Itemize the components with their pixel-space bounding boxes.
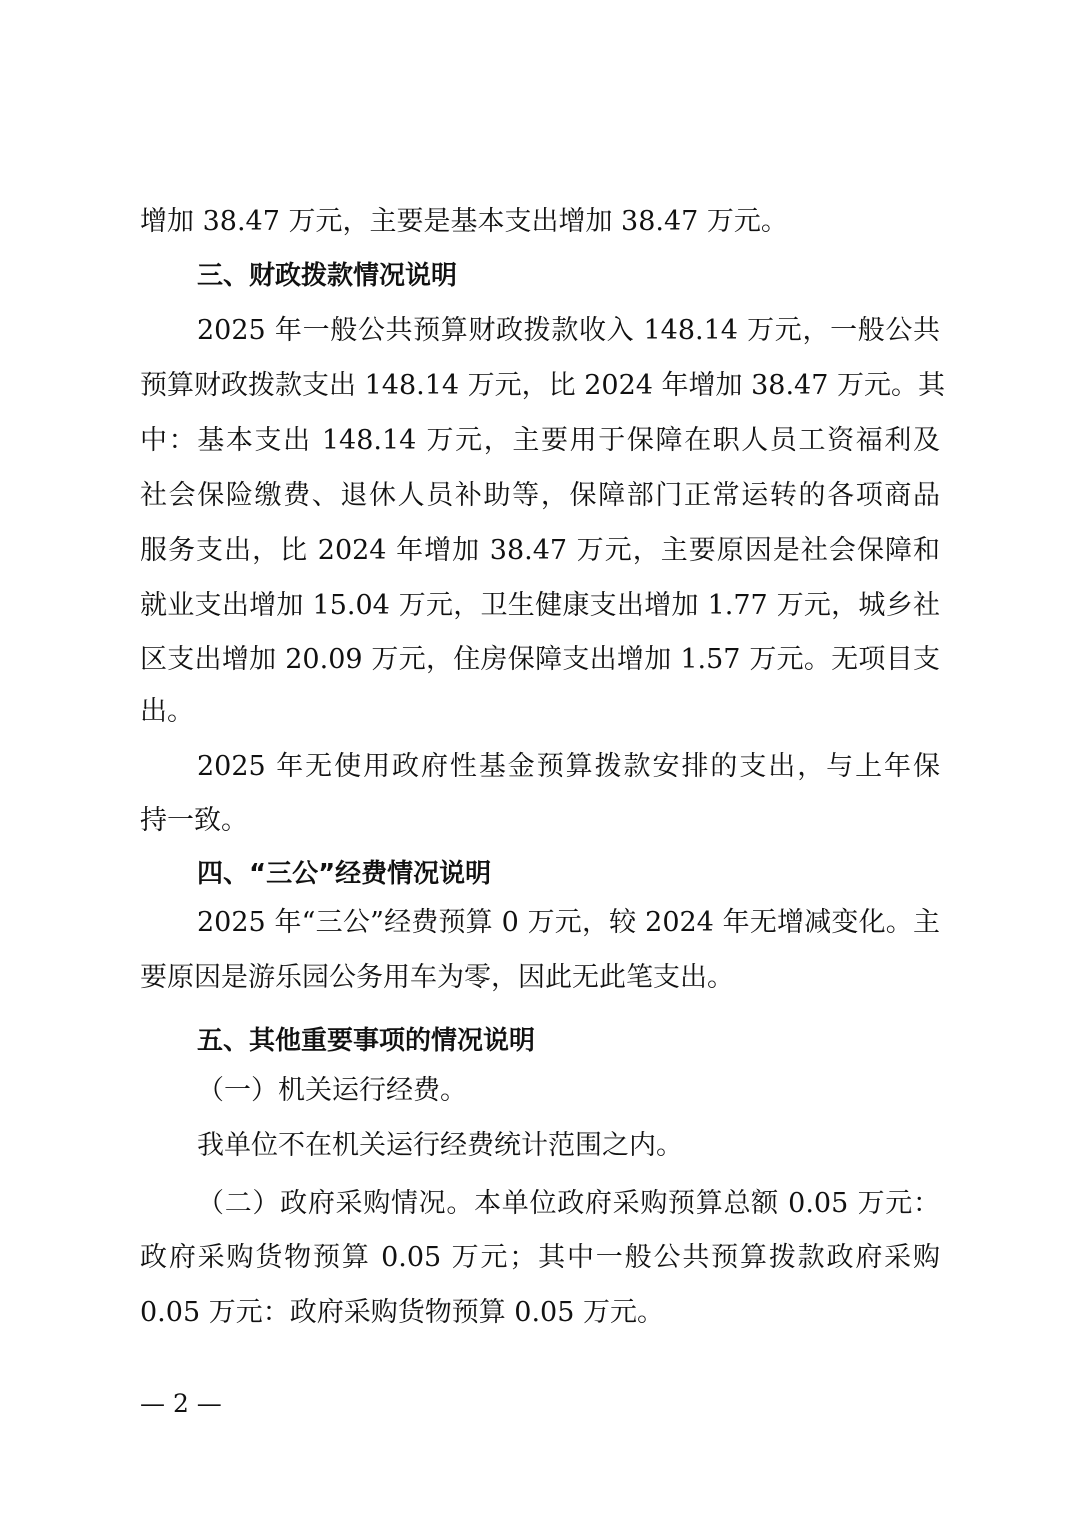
page-number: — 2 — bbox=[140, 1389, 222, 1418]
paragraph-line: 服务支出，比 2024 年增加 38.47 万元，主要原因是社会保障和 bbox=[140, 535, 940, 566]
paragraph-line: 持一致。 bbox=[140, 805, 248, 836]
paragraph-line: 预算财政拨款支出 148.14 万元，比 2024 年增加 38.47 万元。其 bbox=[140, 370, 945, 401]
paragraph-line: 就业支出增加 15.04 万元，卫生健康支出增加 1.77 万元，城乡社 bbox=[140, 590, 940, 621]
paragraph-line: 社会保险缴费、退休人员补助等，保障部门正常运转的各项商品 bbox=[140, 480, 940, 511]
paragraph-line: 增加 38.47 万元，主要是基本支出增加 38.47 万元。 bbox=[140, 206, 788, 237]
subsection-heading-government-procurement: （二）政府采购情况。本单位政府采购预算总额 0.05 万元： bbox=[197, 1188, 940, 1219]
paragraph-line: 2025 年无使用政府性基金预算拨款安排的支出，与上年保 bbox=[197, 751, 940, 782]
paragraph-line: 我单位不在机关运行经费统计范围之内。 bbox=[197, 1130, 683, 1161]
paragraph-line: 要原因是游乐园公务用车为零，因此无此笔支出。 bbox=[140, 962, 734, 993]
paragraph-line: 出。 bbox=[140, 696, 194, 727]
paragraph-line: 中：基本支出 148.14 万元，主要用于保障在职人员工资福利及 bbox=[140, 425, 940, 456]
paragraph-line: 政府采购货物预算 0.05 万元；其中一般公共预算拨款政府采购 bbox=[140, 1242, 940, 1273]
section-heading-other-matters: 五、其他重要事项的情况说明 bbox=[197, 1026, 536, 1056]
subsection-heading-operating-expenses: （一）机关运行经费。 bbox=[197, 1075, 467, 1106]
section-heading-fiscal-appropriation: 三、财政拨款情况说明 bbox=[197, 261, 458, 291]
paragraph-line: 0.05 万元：政府采购货物预算 0.05 万元。 bbox=[140, 1297, 664, 1328]
section-heading-three-public-expenses: 四、“三公”经费情况说明 bbox=[197, 859, 492, 889]
paragraph-line: 2025 年“三公”经费预算 0 万元，较 2024 年无增减变化。主 bbox=[197, 907, 940, 938]
paragraph-line: 区支出增加 20.09 万元，住房保障支出增加 1.57 万元。无项目支 bbox=[140, 644, 940, 675]
paragraph-line: 2025 年一般公共预算财政拨款收入 148.14 万元，一般公共 bbox=[197, 315, 940, 346]
